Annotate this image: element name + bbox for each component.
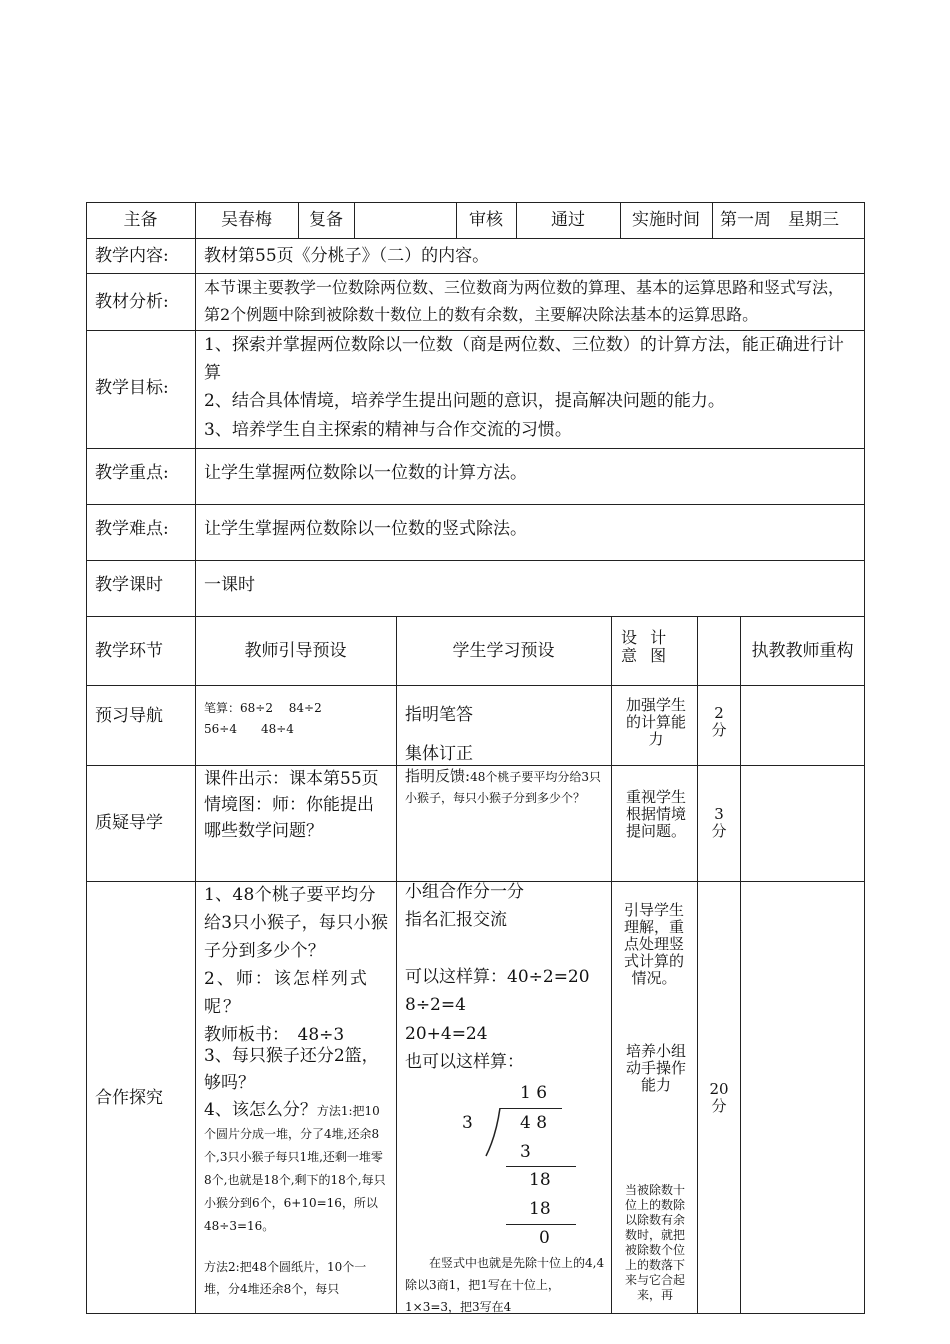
- explore-student-1: 小组合作分一分: [405, 882, 524, 902]
- preview-teacher-line1: 笔算：68÷2 84÷2: [204, 701, 322, 715]
- difficult-label: 教学难点:: [95, 519, 169, 539]
- stage-header: 教学环节: [95, 641, 163, 661]
- col-divider: [740, 616, 741, 1314]
- col-divider: [611, 616, 612, 1314]
- preview-stage: 预习导航: [95, 706, 163, 726]
- content-label: 教学内容:: [95, 246, 169, 266]
- header-audit: 审核: [469, 210, 503, 230]
- explore-student-4: 8÷2=4: [405, 995, 466, 1015]
- question-teacher: 课件出示：课本第55页情境图：师：你能提出哪些数学问题？: [204, 769, 379, 841]
- goal-1: 1、探索并掌握两位数除以一位数（商是两位数、三位数）的计算方法，能正确进行计算: [204, 335, 844, 383]
- division-line: [506, 1224, 576, 1225]
- explore-student-note: 在竖式中也就是先除十位上的4,4除以3商1，把1写在十位上，1×3=3，把3写在4: [405, 1256, 605, 1314]
- question-student-prefix: 指明反馈:: [405, 767, 471, 785]
- preview-student-line2: 集体订正: [405, 744, 473, 764]
- division-step3: 18: [529, 1199, 551, 1219]
- division-bar: [500, 1108, 562, 1109]
- question-design: 重视学生根据情境提问题。: [625, 788, 686, 840]
- preview-student-line1: 指明笔答: [405, 705, 473, 725]
- explore-teacher-p5-big: 4、该怎么分？: [204, 1100, 317, 1120]
- header-date-label: 实施时间: [632, 210, 700, 230]
- student-header: 学生学习预设: [452, 641, 555, 661]
- explore-design-2: 培养小组动手操作能力: [625, 1042, 686, 1094]
- division-bracket: [484, 1108, 504, 1158]
- explore-time: 20分: [709, 1080, 729, 1115]
- division-divisor: 3: [462, 1113, 473, 1133]
- question-time: 3分: [711, 805, 727, 840]
- col-divider: [195, 238, 196, 616]
- reconstruct-header: 执教教师重构: [751, 641, 854, 661]
- hours-label: 教学课时: [95, 575, 163, 595]
- goal-2: 2、结合具体情境，培养学生提出问题的意识，提高解决问题的能力。: [204, 391, 725, 411]
- analysis-label: 教材分析:: [95, 292, 169, 312]
- explore-teacher-p3: 教师板书： 48÷3: [204, 1025, 345, 1045]
- goals-label: 教学目标:: [95, 378, 169, 398]
- header-date-value: 第一周 星期三: [720, 210, 839, 230]
- goal-3: 3、培养学生自主探索的精神与合作交流的习惯。: [204, 420, 572, 440]
- content-value: 教材第55页《分桃子》（二）的内容。: [204, 246, 490, 266]
- explore-design-3: 当被除数十位上的数除以除数有余数时，就把被除数个位上的数落下来与它合起来，再: [624, 1183, 685, 1302]
- long-division: [396, 1078, 611, 1253]
- explore-teacher-p1: 1、48个桃子要平均分给3只小猴子，每只小猴子分到多少个？: [204, 885, 389, 961]
- explore-teacher-p5-small: 方法1:把10个圆片分成一堆，分了4堆,还余8个,3只小猴子每只1堆,还剩一堆零8个,也就是18个,剩下的18个,每只小猴分到6个，6+10=16，所以48÷3=16。: [204, 1104, 386, 1233]
- col-divider: [712, 202, 713, 238]
- row-divider: [86, 238, 865, 239]
- analysis-value: 本节课主要教学一位数除两位数、三位数商为两位数的算理、基本的运算思路和竖式写法，第2个例题中除到被除数十数位上的数有余数，主要解决除法基本的运算思路。: [204, 278, 845, 324]
- division-line: [506, 1166, 576, 1167]
- question-student-rest: 48个桃子要平均分给3只小猴子，每只小猴子分到多少个？: [405, 770, 601, 805]
- explore-stage: 合作探究: [95, 1088, 163, 1108]
- row-divider: [86, 448, 865, 449]
- explore-student-5: 20+4=24: [405, 1024, 488, 1044]
- row-divider: [86, 504, 865, 505]
- division-step2: 18: [529, 1170, 551, 1190]
- key-value: 让学生掌握两位数除以一位数的计算方法。: [204, 463, 527, 483]
- explore-student-3: 可以这样算：40÷2=20: [405, 967, 590, 987]
- col-divider: [697, 616, 698, 1314]
- division-dividend: 4 8: [520, 1113, 548, 1133]
- question-student: [405, 766, 605, 808]
- explore-teacher-p2: 2、师：该怎样列式呢？: [204, 969, 369, 1017]
- row-divider: [86, 616, 865, 617]
- header-lead-name: 吴春梅: [221, 210, 272, 230]
- division-quotient: 1 6: [520, 1083, 548, 1103]
- teacher-header: 教师引导预设: [244, 641, 347, 661]
- hours-value: 一课时: [204, 575, 255, 595]
- header-review: 复备: [309, 210, 343, 230]
- preview-teacher-line2: 56÷4 48÷4: [204, 722, 294, 736]
- explore-teacher-p5: [204, 1099, 390, 1237]
- division-remainder: 0: [539, 1228, 550, 1248]
- key-label: 教学重点:: [95, 463, 169, 483]
- col-divider: [195, 616, 196, 1314]
- row-divider: [86, 685, 865, 686]
- question-stage: 质疑导学: [95, 813, 163, 833]
- explore-teacher-p6: 方法2:把48个圆纸片，10个一堆，分4堆还余8个，每只: [204, 1260, 367, 1296]
- col-divider: [354, 202, 355, 238]
- design-header: 设 计 意 图: [621, 628, 671, 665]
- preview-design: 加强学生的计算能力: [625, 696, 686, 748]
- explore-student-2: 指名汇报交流: [405, 910, 507, 930]
- header-lead: 主备: [123, 210, 158, 230]
- explore-student-6: 也可以这样算：: [405, 1052, 524, 1072]
- row-divider: [86, 560, 865, 561]
- difficult-value: 让学生掌握两位数除以一位数的竖式除法。: [204, 519, 527, 539]
- preview-time: 2分: [711, 704, 727, 739]
- division-step1: 3: [520, 1142, 531, 1162]
- explore-design-1: 引导学生理解，重点处理竖式计算的情况。: [623, 901, 684, 987]
- explore-teacher-p4: 3、每只猴子还分2篮，够吗？: [204, 1046, 379, 1093]
- header-audit-result: 通过: [551, 210, 585, 230]
